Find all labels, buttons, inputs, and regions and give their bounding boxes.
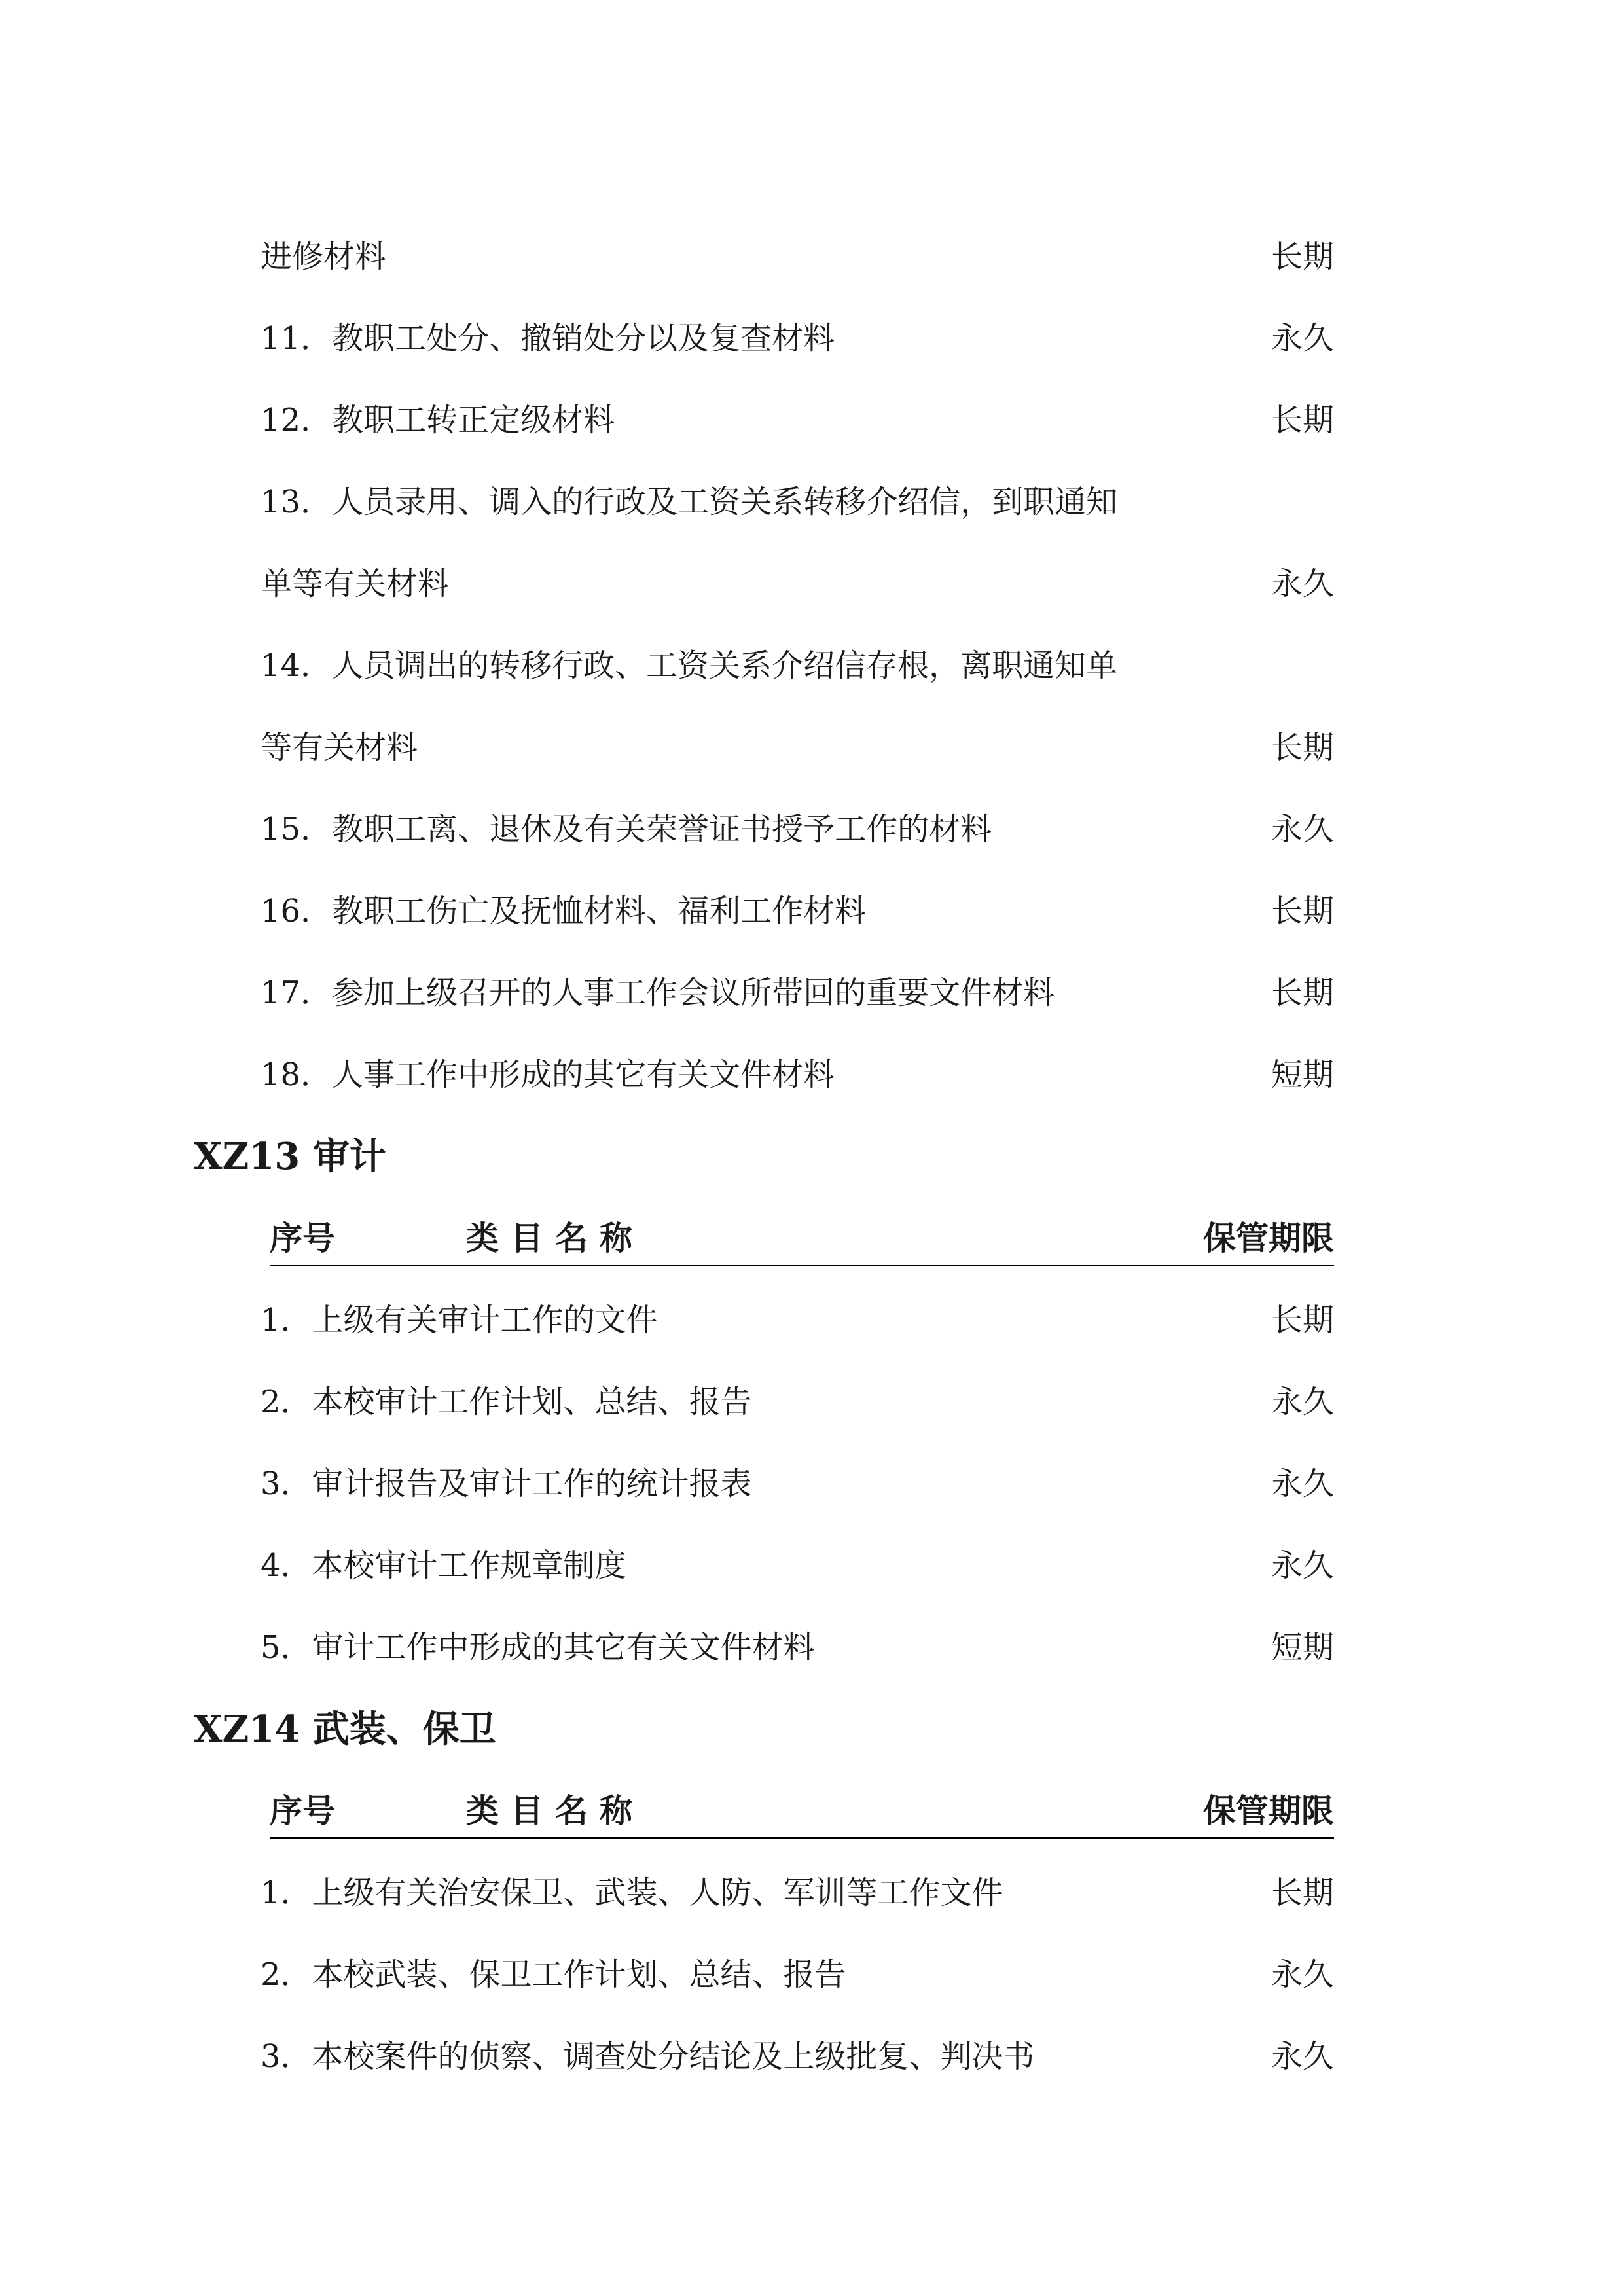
item-name: 14．人员调出的转移行政、工资关系介绍信存根，离职通知单 xyxy=(261,647,1118,684)
header-seq: 序号 xyxy=(270,1791,335,1830)
header-term: 保管期限 xyxy=(1203,1219,1334,1257)
list-item xyxy=(261,1621,1334,1674)
list-item xyxy=(261,1867,1334,1919)
retention-term: 长期 xyxy=(1271,1302,1334,1338)
list-item xyxy=(261,967,1334,1019)
section-title: XZ14 武装、保卫 xyxy=(194,1708,496,1751)
retention-term: 永久 xyxy=(1271,1956,1334,1993)
list-item xyxy=(261,639,1334,692)
item-name: 等有关材料 xyxy=(261,729,418,766)
retention-term: 永久 xyxy=(1271,320,1334,357)
item-name: 12．教职工转正定级材料 xyxy=(261,402,615,439)
retention-term: 永久 xyxy=(1271,1465,1334,1502)
item-name: 17．参加上级召开的人事工作会议所带回的重要文件材料 xyxy=(261,975,1055,1011)
list-item xyxy=(261,476,1334,528)
item-name: 3．审计报告及审计工作的统计报表 xyxy=(261,1465,752,1502)
list-item xyxy=(261,1539,1334,1592)
item-name: 13．人员录用、调入的行政及工资关系转移介绍信，到职通知 xyxy=(261,484,1118,520)
item-name: 2．本校武装、保卫工作计划、总结、报告 xyxy=(261,1956,846,1993)
item-name: 5．审计工作中形成的其它有关文件材料 xyxy=(261,1629,815,1666)
list-item xyxy=(261,1458,1334,1510)
header-category: 类目名称 xyxy=(466,1219,644,1257)
list-item xyxy=(261,885,1334,937)
item-name: 单等有关材料 xyxy=(261,565,450,602)
retention-term: 短期 xyxy=(1271,1056,1334,1093)
list-item xyxy=(261,394,1334,446)
list-item xyxy=(261,312,1334,365)
retention-term: 长期 xyxy=(1271,893,1334,929)
item-name: 4．本校审计工作规章制度 xyxy=(261,1547,626,1584)
item-name: 11．教职工处分、撤销处分以及复查材料 xyxy=(261,320,835,357)
retention-term: 永久 xyxy=(1271,1547,1334,1584)
retention-term: 长期 xyxy=(1271,1874,1334,1911)
retention-term: 长期 xyxy=(1271,402,1334,439)
header-term: 保管期限 xyxy=(1203,1791,1334,1830)
item-name: 18．人事工作中形成的其它有关文件材料 xyxy=(261,1056,835,1093)
retention-term: 长期 xyxy=(1271,975,1334,1011)
item-name: 16．教职工伤亡及抚恤材料、福利工作材料 xyxy=(261,893,867,929)
retention-term: 长期 xyxy=(1271,729,1334,766)
list-item xyxy=(261,558,1334,610)
list-item xyxy=(261,803,1334,855)
item-name: 15．教职工离、退休及有关荣誉证书授予工作的材料 xyxy=(261,811,992,848)
retention-term: 永久 xyxy=(1271,1384,1334,1420)
list-item xyxy=(261,230,1334,283)
section-title: XZ13 审计 xyxy=(194,1135,386,1178)
retention-term: 长期 xyxy=(1271,238,1334,275)
list-item xyxy=(261,2030,1334,2083)
list-item xyxy=(261,1948,1334,2001)
item-name: 1．上级有关治安保卫、武装、人防、军训等工作文件 xyxy=(261,1874,1003,1911)
item-name: 1．上级有关审计工作的文件 xyxy=(261,1302,658,1338)
header-category: 类目名称 xyxy=(466,1791,644,1830)
item-name: 3．本校案件的侦察、调查处分结论及上级批复、判决书 xyxy=(261,2038,1035,2075)
list-item xyxy=(261,1376,1334,1428)
retention-term: 永久 xyxy=(1271,565,1334,602)
list-item xyxy=(261,1049,1334,1101)
retention-term: 永久 xyxy=(1271,811,1334,848)
retention-term: 短期 xyxy=(1271,1629,1334,1666)
item-name: 2．本校审计工作计划、总结、报告 xyxy=(261,1384,752,1420)
table-header xyxy=(270,1785,1334,1839)
item-name: 进修材料 xyxy=(261,238,387,275)
list-item xyxy=(261,721,1334,774)
header-seq: 序号 xyxy=(270,1219,335,1257)
list-item xyxy=(261,1294,1334,1346)
table-header xyxy=(270,1212,1334,1266)
retention-term: 永久 xyxy=(1271,2038,1334,2075)
